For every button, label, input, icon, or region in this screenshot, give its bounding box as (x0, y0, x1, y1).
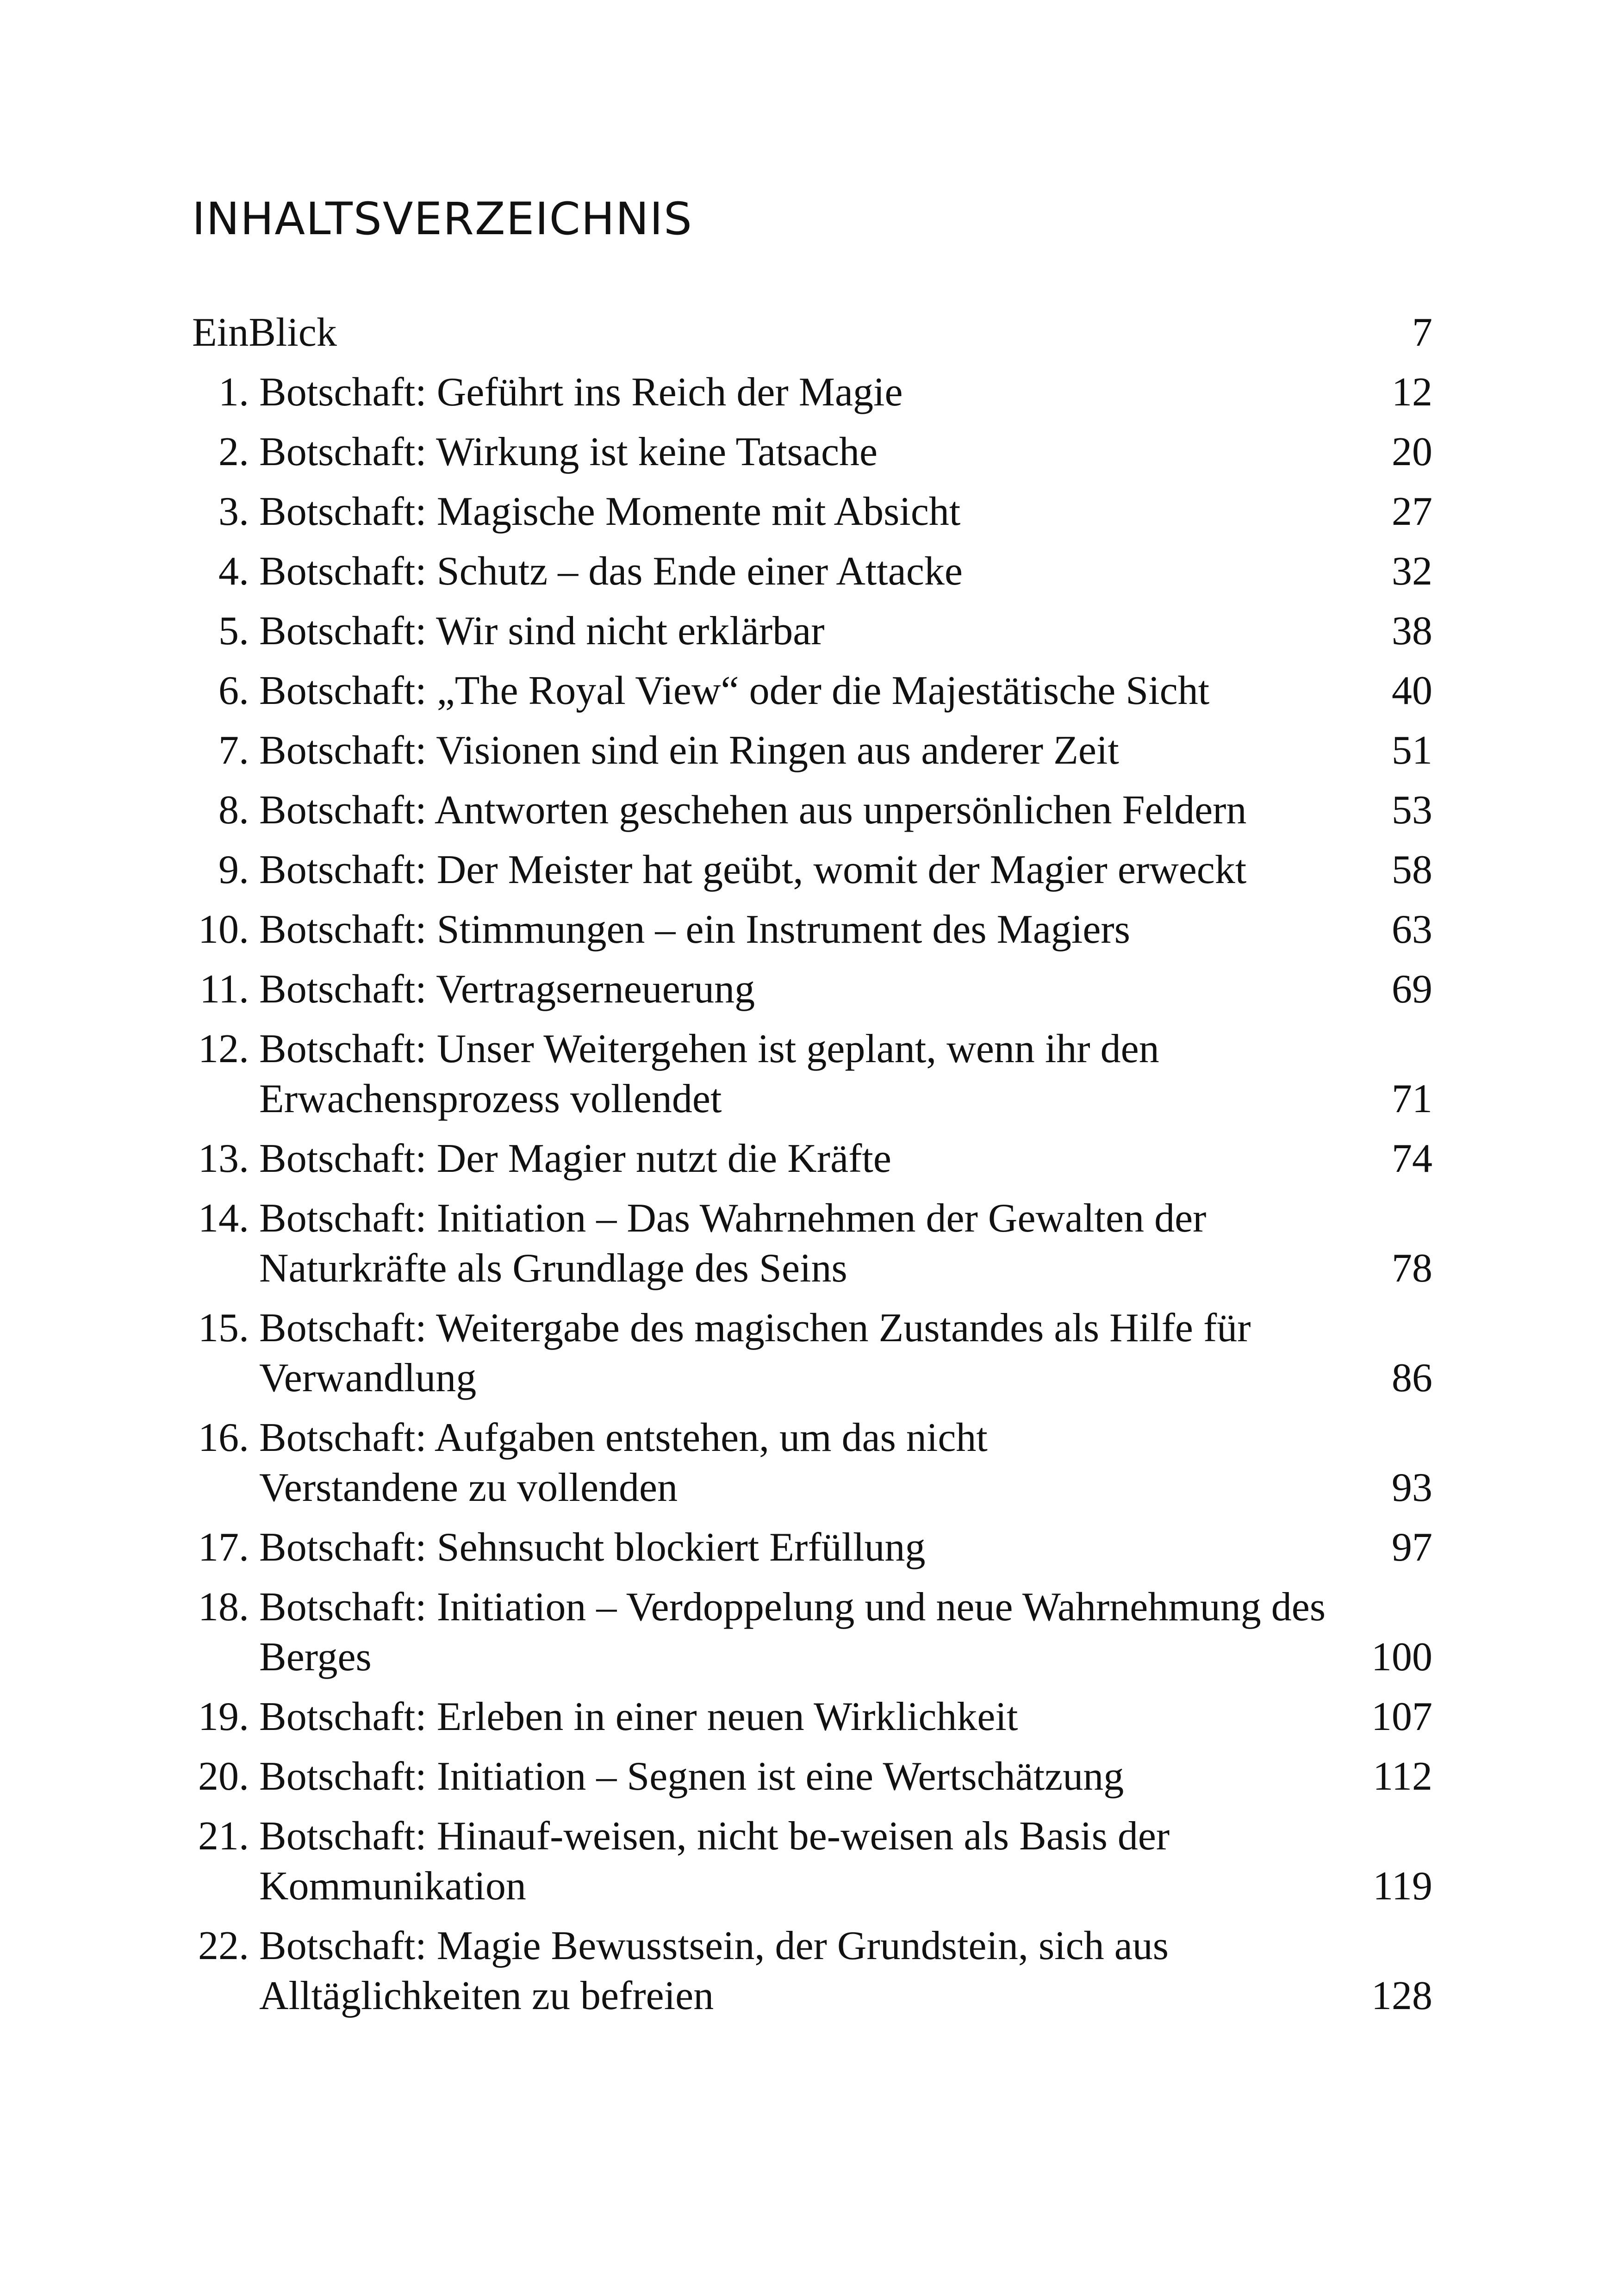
toc-entry-number: 12. (198, 1027, 249, 1071)
page-title: INHALTSVERZEICHNIS (192, 193, 693, 245)
toc-entry-page: 93 (1392, 1465, 1432, 1510)
toc-entry-title: EinBlick (192, 310, 337, 355)
toc-entry-title (259, 487, 1358, 537)
toc-entry-title-line: Botschaft: Geführt ins Reich der Magie (259, 370, 903, 415)
toc-entry[interactable] (192, 427, 1432, 477)
toc-entry-page: 97 (1392, 1525, 1432, 1570)
toc-entry-number: 14. (198, 1196, 249, 1241)
toc-entry-title (259, 1134, 1358, 1184)
toc-entry[interactable] (192, 1752, 1432, 1802)
toc-entry-page: 119 (1373, 1864, 1432, 1909)
toc-entry-page: 74 (1392, 1136, 1432, 1181)
toc-entry-title-line: Botschaft: Initiation – Verdoppelung und neue Wahrnehmung des (259, 1585, 1326, 1630)
toc-entry-number: 4. (218, 549, 249, 594)
toc-entry-title (259, 1811, 1358, 1911)
toc-entry-number: 9. (218, 847, 249, 892)
toc-entry[interactable] (192, 1303, 1432, 1403)
toc-entry-title-line: Botschaft: Der Meister hat geübt, womit der Magier erweckt (259, 847, 1247, 892)
toc-entry[interactable] (192, 964, 1432, 1014)
toc-entry-title (259, 606, 1358, 656)
toc-entry-title-line: Botschaft: Magische Momente mit Absicht (259, 489, 961, 534)
toc-entry[interactable] (192, 606, 1432, 656)
toc-entry-title-line: Botschaft: „The Royal View“ oder die Majestätische Sicht (259, 668, 1210, 713)
toc-entry[interactable] (192, 1413, 1432, 1513)
toc-entry-title-line: Botschaft: Initiation – Das Wahrnehmen der Gewalten der (259, 1196, 1207, 1241)
toc-entry-title-line: Botschaft: Stimmungen – ein Instrument des Magiers (259, 907, 1130, 952)
toc-entry-number: 1. (218, 370, 249, 415)
toc-entry-title (259, 1692, 1358, 1742)
toc-entry-title (259, 1413, 1358, 1513)
toc-entry-page: 100 (1371, 1635, 1432, 1680)
toc-entry-title (259, 1194, 1358, 1294)
toc-entry-title (259, 785, 1358, 835)
table-of-contents (192, 308, 1432, 2031)
toc-entry-page: 40 (1392, 668, 1432, 713)
toc-entry[interactable] (192, 367, 1432, 417)
toc-entry[interactable] (192, 1523, 1432, 1573)
toc-entry-page: 78 (1392, 1246, 1432, 1291)
toc-entry-title-line: Berges (259, 1635, 372, 1680)
toc-entry-title-line: Botschaft: Schutz – das Ende einer Attacke (259, 549, 963, 594)
toc-entry-page: 58 (1392, 847, 1432, 892)
toc-entry-number: 18. (198, 1585, 249, 1630)
toc-entry-page: 27 (1392, 489, 1432, 534)
toc-entry-title (259, 427, 1358, 477)
toc-entry-title (259, 845, 1358, 895)
toc-entry-number: 15. (198, 1306, 249, 1350)
toc-entry-title (259, 1921, 1358, 2021)
toc-entry-number: 6. (218, 668, 249, 713)
toc-entry-title-line: Botschaft: Sehnsucht blockiert Erfüllung (259, 1525, 926, 1570)
toc-entry-page: 20 (1392, 429, 1432, 474)
toc-entry-title-line: Botschaft: Initiation – Segnen ist eine Wertschätzung (259, 1754, 1124, 1799)
toc-entry[interactable] (192, 1692, 1432, 1742)
toc-entry-page: 71 (1392, 1076, 1432, 1121)
toc-entry-number: 16. (198, 1415, 249, 1460)
toc-entry-number: 5. (218, 609, 249, 653)
toc-entry[interactable] (192, 845, 1432, 895)
toc-entry-page: 32 (1392, 549, 1432, 594)
toc-entry-title (259, 1523, 1358, 1573)
toc-entry-page: 51 (1392, 728, 1432, 773)
toc-entry-title-line: Botschaft: Vertragserneuerung (259, 967, 755, 1012)
toc-entry-number: 20. (198, 1754, 249, 1799)
toc-entry-title-line: Alltäglichkeiten zu befreien (259, 1973, 714, 2018)
toc-entry-number: 13. (198, 1136, 249, 1181)
toc-entry-number: 17. (198, 1525, 249, 1570)
toc-entry[interactable] (192, 547, 1432, 597)
toc-entry-title (259, 1303, 1358, 1403)
toc-entry-title-line: Verstandene zu vollenden (259, 1465, 678, 1510)
toc-entry-title (259, 1024, 1358, 1124)
toc-entry[interactable] (192, 785, 1432, 835)
toc-entry-title-line: Botschaft: Weitergabe des magischen Zustandes als Hilfe für (259, 1306, 1251, 1350)
toc-entry-title (259, 666, 1358, 716)
toc-entry-title (259, 1582, 1358, 1682)
toc-entry-page: 63 (1392, 907, 1432, 952)
toc-entry-title-line: Kommunikation (259, 1864, 526, 1909)
toc-entry[interactable] (192, 487, 1432, 537)
toc-entry[interactable] (192, 905, 1432, 955)
toc-entry-number: 7. (218, 728, 249, 773)
toc-entry-title-line: Botschaft: Aufgaben entstehen, um das nicht (259, 1415, 988, 1460)
toc-entry-page: 53 (1392, 788, 1432, 833)
toc-entry-title (259, 905, 1358, 955)
toc-entry-number: 3. (218, 489, 249, 534)
toc-entry-title-line: Erwachensprozess vollendet (259, 1076, 722, 1121)
toc-entry-title (259, 367, 1358, 417)
toc-entry-number: 19. (198, 1694, 249, 1739)
toc-entry-title-line: Botschaft: Wir sind nicht erklärbar (259, 609, 825, 653)
toc-entry-title (259, 726, 1358, 776)
toc-entry-title-line: Botschaft: Wirkung ist keine Tatsache (259, 429, 878, 474)
toc-entry-page: 7 (1412, 310, 1432, 355)
toc-entry-number: 10. (198, 907, 249, 952)
toc-entry[interactable] (192, 1194, 1432, 1294)
toc-entry-title-line: Botschaft: Erleben in einer neuen Wirklichkeit (259, 1694, 1018, 1739)
toc-entry-title-line: Botschaft: Visionen sind ein Ringen aus anderer Zeit (259, 728, 1119, 773)
toc-entry-number: 21. (198, 1814, 249, 1859)
toc-entry-number: 11. (199, 967, 249, 1012)
toc-entry[interactable] (192, 1024, 1432, 1124)
toc-entry-page: 38 (1392, 609, 1432, 653)
toc-entry[interactable] (192, 1134, 1432, 1184)
toc-entry-number: 8. (218, 788, 249, 833)
toc-entry-title (259, 547, 1358, 597)
toc-entry-title-line: Botschaft: Antworten geschehen aus unpersönlichen Feldern (259, 788, 1247, 833)
toc-entry-title-line: Botschaft: Der Magier nutzt die Kräfte (259, 1136, 891, 1181)
toc-entry-page: 86 (1392, 1356, 1432, 1400)
toc-entry-title-line: Botschaft: Unser Weitergehen ist geplant, wenn ihr den (259, 1027, 1159, 1071)
toc-entry[interactable] (192, 1921, 1432, 2021)
toc-entry-number: 2. (218, 429, 249, 474)
toc-entry-page: 107 (1371, 1694, 1432, 1739)
toc-entry-title-line: Naturkräfte als Grundlage des Seins (259, 1246, 847, 1291)
toc-entry-page: 112 (1373, 1754, 1432, 1799)
toc-entry-title-line: Botschaft: Hinauf-weisen, nicht be-weisen als Basis der (259, 1814, 1170, 1859)
toc-entry-title (259, 1752, 1358, 1802)
toc-entry-page: 128 (1371, 1973, 1432, 2018)
toc-entry-title (259, 964, 1358, 1014)
toc-entry[interactable] (192, 1811, 1432, 1911)
toc-entry-title-line: Verwandlung (259, 1356, 477, 1400)
toc-entry-page: 12 (1392, 370, 1432, 415)
toc-entry-intro[interactable] (192, 308, 1432, 358)
toc-entry-title-line: Botschaft: Magie Bewusstsein, der Grundstein, sich aus (259, 1923, 1169, 1968)
toc-entry[interactable] (192, 1582, 1432, 1682)
toc-entry-page: 69 (1392, 967, 1432, 1012)
toc-entry-number: 22. (198, 1923, 249, 1968)
toc-entry[interactable] (192, 666, 1432, 716)
toc-entry[interactable] (192, 726, 1432, 776)
